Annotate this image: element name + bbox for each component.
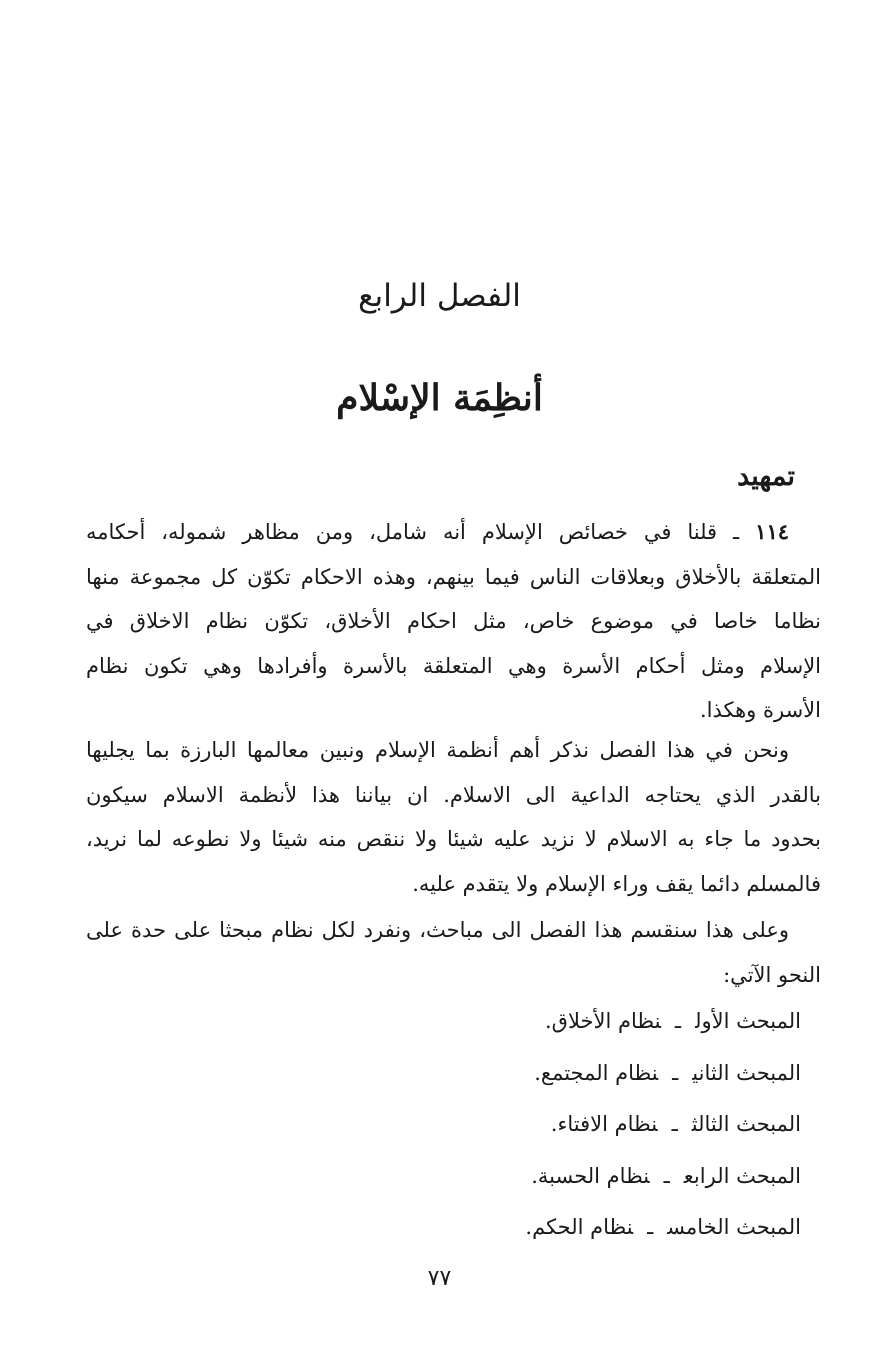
page-number: ٧٧	[427, 1266, 452, 1291]
section-title: نظام الأخلاق.	[544, 1009, 661, 1033]
section-label: المبحث الخامس	[667, 1215, 801, 1239]
paragraph-line: بالقدر الذي يحتاجه الداعية الى الاسلام. ان بياننا هذا لأنظمة الاسلام سيكون	[86, 782, 821, 807]
section-dash: ـ	[647, 1215, 654, 1239]
sections-list	[525, 996, 801, 1254]
section-label: المبحث الرابع	[683, 1163, 801, 1188]
paragraph-114	[86, 510, 821, 733]
paragraph-number: ١١٤	[755, 519, 790, 544]
paragraph-division	[86, 908, 821, 997]
paragraph-line: بحدود ما جاء به الاسلام لا نزيد عليه شيئا ولا ننقص منه شيئا ولا نطوعه لما نريد،	[86, 827, 821, 852]
list-item	[525, 1202, 801, 1254]
chapter-label: الفصل الرابع	[358, 278, 521, 314]
paragraph-intro	[86, 728, 821, 906]
section-dash: ـ	[674, 1009, 682, 1033]
paragraph-line	[86, 510, 821, 555]
section-title: نظام الافتاء.	[550, 1112, 658, 1136]
paragraph-line: الأسرة وهكذا.	[699, 698, 821, 723]
section-title: نظام الحكم.	[525, 1215, 634, 1239]
section-label: المبحث الثاني	[692, 1060, 801, 1085]
section-label: المبحث الأول	[695, 1009, 801, 1033]
section-dash: ـ	[671, 1112, 678, 1136]
paragraph-line: المتعلقة بالأخلاق وبعلاقات الناس فيما بينهم، وهذه الاحكام تكوّن كل مجموعة منها	[86, 564, 821, 589]
paragraph-line-text: قلنا في خصائص الإسلام أنه شامل، ومن مظاهر شموله، أحكامه	[86, 520, 718, 544]
chapter-title: أنظِمَة الإسْلام	[336, 377, 543, 419]
list-item	[525, 996, 801, 1048]
paragraph-dash: ـ	[733, 520, 740, 544]
section-dash: ـ	[672, 1060, 679, 1085]
paragraph-line: ونحن في هذا الفصل نذكر أهم أنظمة الإسلام ونبين معالمها البارزة بما يجليها	[86, 738, 789, 762]
list-item	[525, 1151, 801, 1203]
list-item	[525, 1048, 801, 1100]
section-heading: تمهيد	[737, 461, 795, 492]
section-dash: ـ	[663, 1163, 670, 1188]
section-title: نظام المجتمع.	[534, 1060, 659, 1085]
paragraph-line: فالمسلم دائما يقف وراء الإسلام ولا يتقدم عليه.	[412, 871, 821, 896]
section-title: نظام الحسبة.	[531, 1163, 650, 1188]
list-item	[525, 1099, 801, 1151]
paragraph-line: وعلى هذا سنقسم هذا الفصل الى مباحث، ونفرد لكل نظام مبحثا على حدة على	[86, 918, 789, 942]
paragraph-line: الإسلام ومثل أحكام الأسرة وهي المتعلقة بالأسرة وأفرادها وهي تكون نظام	[86, 653, 821, 678]
paragraph-line: نظاما خاصا في موضوع خاص، مثل احكام الأخلاق، تكوّن نظام الاخلاق في	[86, 609, 821, 634]
section-label: المبحث الثالث	[691, 1112, 801, 1136]
paragraph-line: النحو الآتي:	[723, 962, 821, 987]
